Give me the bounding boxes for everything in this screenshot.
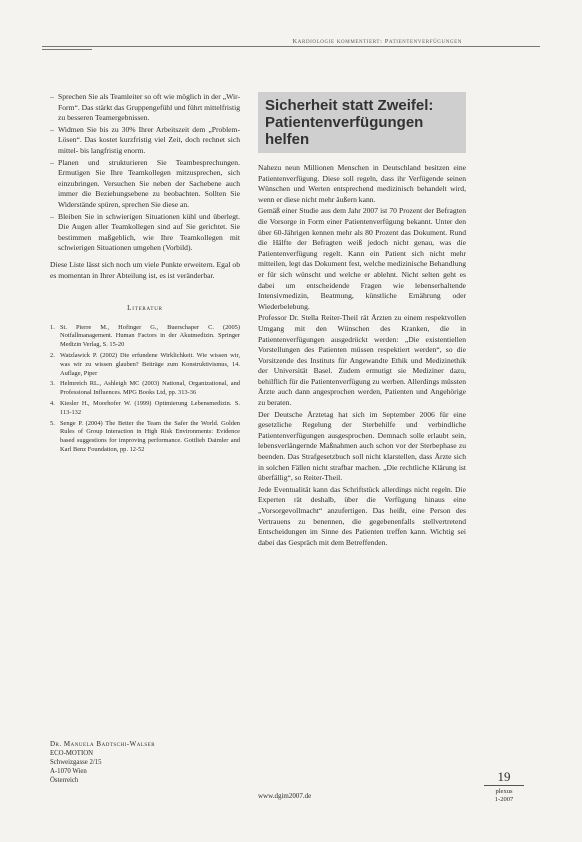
header-rule-short [42, 49, 92, 50]
list-item: – Sprechen Sie als Teamleiter so oft wie möglich in der „Wir-Form“. Das stärkt das Gruppengefühl und führt mittelfristig zu besseren Teamergebnissen. [50, 92, 240, 124]
article-paragraph: Professor Dr. Stella Reiter-Theil rät Ärzten zu einem respektvollen Umgang mit den Wünschen des Kranken, die in Patientenverfügungen ausgedrückt werden: „Die existentiellen Vorstellungen des Patienten müssen respektiert werden“, so die Vorsitzende des Instituts für Angewandte Ethik und Medizinethik der Universität Basel. Zudem ermutigt sie Mediziner dazu, behilflich für die Patientenverfügung zu werben. Allerdings müssten Ärzte auch dann angesprochen werden, Patienten und Angehörige zu beraten. [258, 313, 466, 408]
left-column [50, 92, 240, 457]
reference-number: 1. [50, 323, 55, 331]
headline-box [258, 92, 466, 153]
article-paragraph: Der Deutsche Ärztetag hat sich im September 2006 für eine gesetzliche Regelung der Sterbehilfe und verbindliche Patientenverfügungen ausgesprochen. Demnach solle erlaubt sein, lebensverlängernde Maßnahmen auch schon vor der Sterbephase zu beenden. Das Strafgesetzbuch soll nicht klarstellen, dass Ärzte sich in solchen Fällen nicht strafbar machen. „Die rechtliche Klärung ist überfällig“, so Reiter-Theil. [258, 409, 466, 483]
page-info [484, 770, 524, 804]
reference-text: St. Pierre M., Hofinger G., Buerschaper C. (2005) Notfallmanagement. Human Factors in der Akutmedizin. Springer Medizin Verlag, S. 15-20 [60, 323, 240, 349]
header-rule [42, 46, 540, 47]
reference-number: 2. [50, 352, 55, 360]
reference-item [50, 324, 240, 350]
author-country: Österreich [50, 777, 79, 784]
reference-text: Helmreich RL., Ashleigh MC (2003) National, Organizational, and Professional Influences. MPG Books Ltd, pp. 313-36 [60, 380, 240, 397]
author-street: Schweizgasse 2/15 [50, 759, 102, 766]
author-name: Dr. Manuela Badtschi-Walser [50, 740, 156, 748]
running-head: Kardiologie kommentiert: Patientenverfügungen [292, 38, 462, 45]
right-column [258, 92, 466, 548]
reference-text: Senge P. (2004) The Better the Team the Safer the World. Golden Rules of Group Interaction in High Risk Environments: Evidence based suggestions for improving performance. Gottlieb Daimler and Karl Benz Foundation, pp. 12-52 [60, 419, 240, 454]
list-item: – Widmen Sie bis zu 30% Ihrer Arbeitszeit dem „Problem-Lösen“. Das kostet kurzfristig viel Zeit, doch rechnet sich mittel- bis langfristig enorm. [50, 125, 240, 157]
reference-item [50, 400, 240, 418]
journal-name: plexus [495, 788, 513, 795]
literature-heading: Literatur [127, 304, 163, 313]
article-paragraph: Jede Eventualität kann das Schriftstück allerdings nicht regeln. Die Experten rät deshalb, über die Verfügung hinaus eine „Vorsorgevollmacht“ anzufertigen. Das heißt, eine Person des Vertrauens zu benennen, die gegebenenfalls stellvertretend Entscheidungen im Sinne des Patienten treffen kann. Wichtig sei dabei das Gespräch mit dem Betreffenden. [258, 484, 466, 547]
journal-issue: 1-2007 [494, 796, 514, 803]
footer-url: www.dgim2007.de [258, 792, 312, 800]
reference-list [50, 324, 240, 455]
article-paragraph: Gemäß einer Studie aus dem Jahr 2007 ist 70 Prozent der Befragten die Vorsorge in Form einer Patientenverfügung bekannt. Unter den über 60-Jährigen kennen mehr als 80 Prozent das Dokument. Rund die Hälfte der Befragten weiß jedoch nicht genau, was die Patientenverfügung regelt. Kann ein Patient sich nicht mehr mitteilen, legt das Dokument fest, welche medizinische Behandlung er für sich wünscht und welche er ablehnt. Nicht selten geht es dabei um entscheidende Fragen wie lebenserhaltende Intensivmedizin, Beatmung, künstliche Ernährung oder Wiederbelebung. [258, 206, 466, 311]
reference-item [50, 380, 240, 398]
tips-list [50, 92, 240, 254]
reference-number: 3. [50, 380, 55, 388]
reference-number: 5. [50, 419, 55, 427]
reference-number: 4. [50, 400, 55, 408]
author-address [50, 740, 240, 785]
list-item: – Bleiben Sie in schwierigen Situationen kühl und überlegt. Die Augen aller Teamkollegen sind auf Sie gerichtet. Sie bestimmen maßgeblich, wie Ihre Teamkollegen mit schwierigen Situationen umgehen (Vorbild). [50, 212, 240, 254]
article-headline: Sicherheit statt Zweifel: Patientenverfügungen helfen [265, 97, 434, 148]
closing-paragraph: Diese Liste lässt sich noch um viele Punkte erweitern. Egal ob es momentan in Ihrer Abteilung ist, es ist veränderbar. [50, 259, 240, 280]
page-number-rule [484, 785, 524, 786]
reference-text: Kiesler H., Moorhofer W. (1999) Optimierung Lebensmedizin. S. 113-132 [60, 400, 240, 416]
author-city: A-1070 Wien [50, 768, 87, 775]
list-item: – Planen und strukturieren Sie Teambesprechungen. Ermutigen Sie Ihre Teamkollegen mitzusprechen, sich einzubringen. Versuchen Sie neben der Sachebene auch immer die Beziehungsebene zu beobachten. Sollten Sie Widerstände spüren, sprechen Sie diese an. [50, 158, 240, 211]
reference-text: Watzlawick P. (2002) Die erfundene Wirklichkeit. Wie wissen wir, was wir zu wissen glauben? Beiträge zum Konstruktivismus, 14. Auflage, Piper [60, 352, 240, 377]
reference-item [50, 420, 240, 455]
page-number: 19 [497, 769, 511, 784]
article-paragraph: Nahezu neun Millionen Menschen in Deutschland besitzen eine Patientenverfügung. Diese soll regeln, dass ihr Verfügende seinen Wünschen und Werten entsprechend medizinisch behandelt wird, wenn er diese nicht mehr äußern kann. [258, 163, 466, 204]
reference-item [50, 352, 240, 378]
author-org: ECO-MOTION [50, 750, 94, 757]
